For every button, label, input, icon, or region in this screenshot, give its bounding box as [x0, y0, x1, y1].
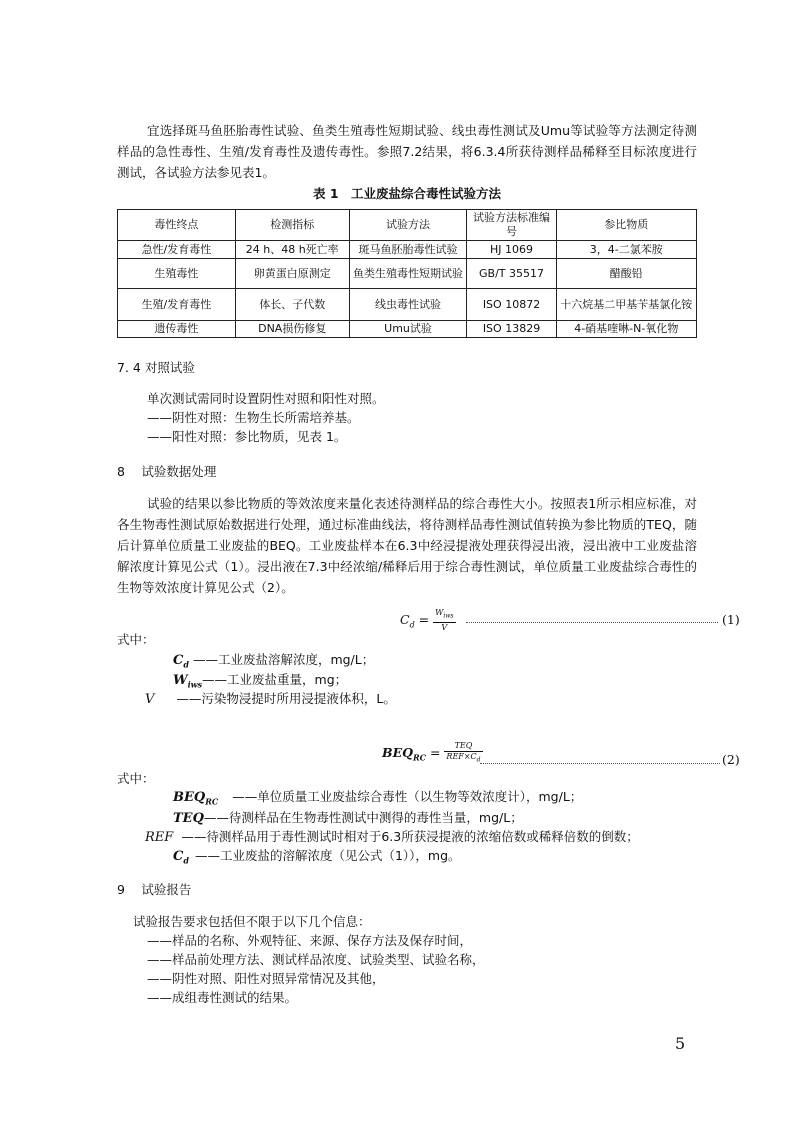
eq2-def-ref: [145, 827, 639, 848]
table-header-row: [118, 210, 697, 241]
eq1-def-v-symbol: V: [145, 692, 155, 707]
negative-control: ——阴性对照：生物生长所需培养基。: [147, 410, 360, 425]
table-cell: 生殖毒性: [118, 259, 236, 289]
section-7-4-heading: 7. 4 对照试验: [117, 360, 195, 375]
toxicity-methods-table: [117, 209, 697, 338]
eq2-def-ref-text: ——待测样品用于毒性测试时相对于6.3所获浸提液的浓缩倍数或稀释倍数的倒数；: [181, 829, 639, 844]
table-cell: ISO 13829: [467, 321, 556, 338]
eq2-equals: =: [426, 744, 445, 760]
table-cell: 遗传毒性: [118, 321, 236, 338]
eq2-def-teq-symbol: TEQ: [173, 811, 204, 826]
report-item: ——样品的名称、外观特征、来源、保存方法及保存时间，: [147, 933, 473, 948]
eq2-denominator-sub: d: [476, 756, 481, 764]
eq1-numerator: W: [435, 608, 444, 617]
report-item: ——阴性对照、阳性对照异常情况及其他，: [147, 971, 385, 986]
table-cell: 鱼类生殖毒性短期试验: [349, 259, 467, 289]
eq1-lhs: C: [400, 611, 410, 627]
table-caption: 表 1 工业废盐综合毒性试验方法: [312, 186, 502, 201]
table-row: [118, 259, 697, 289]
eq2-numerator: TEQ: [444, 741, 482, 752]
eq1-def-cd-symbol: $C_d$: [173, 653, 189, 670]
header-cell: 试验方法: [349, 210, 467, 241]
eq1-fraction: [433, 608, 455, 633]
eq1-equals: =: [414, 611, 434, 627]
eq2-def-teq: [173, 808, 523, 829]
table-row: [118, 321, 697, 338]
table-cell: 急性/发育毒性: [118, 241, 236, 259]
eq1-def-v: [145, 689, 396, 710]
eq2-number: (2): [722, 752, 740, 767]
table-cell: 斑马鱼胚胎毒性试验: [349, 241, 467, 259]
eq1-numerator-sub: iws: [443, 612, 454, 620]
report-item: ——样品前处理方法、测试样品浓度、试验类型、试验名称，: [147, 952, 485, 967]
eq2-lhs: BEQ: [382, 744, 413, 760]
header-cell: 毒性终点: [118, 210, 236, 241]
table-cell: ISO 10872: [467, 289, 556, 321]
table-cell: HJ 1069: [467, 241, 556, 259]
table-cell: 24 h、48 h死亡率: [235, 241, 349, 259]
eq2-def-beq-symbol: $BEQ_{RC}$: [173, 790, 219, 807]
eq2-lhs-sub: RC: [412, 752, 426, 763]
section-9-heading: 9 试验报告: [117, 882, 192, 897]
section-8-paragraph: 试验的结果以参比物质的等效浓度来量化表述待测样品的综合毒性大小。按照表1所示相应标准，对各生物毒性测试原始数据进行处理，通过标准曲线法，将待测样品毒性测试值转换为参比物质的TEQ，随后计算单位质量工业废盐的BEQ。工业废盐样本在6.3中经浸提液处理获得浸出液，浸出液中工业废盐溶解浓度计算见公式（1）。浸出液在7.3中经浓缩/稀释后用于综合毒性测试，单位质量工业废盐综合毒性的生物等效浓度计算见公式（2）。: [117, 496, 697, 595]
eq2-def-cd-text: ——工业废盐的溶解浓度（见公式（1）），mg。: [194, 848, 461, 863]
eq1-denominator: V: [441, 622, 448, 632]
eq2-denominator: REF×C: [446, 752, 477, 761]
table-cell: 3，4-二氯苯胺: [556, 241, 696, 259]
table-cell: 4-硝基喹啉-N-氧化物: [556, 321, 696, 338]
header-cell: 试验方法标准编号: [467, 210, 556, 241]
equation-2: [382, 741, 483, 766]
eq1-where-label: 式中：: [117, 632, 155, 647]
eq1-def-wiws-symbol: $W_{iws}$: [173, 673, 203, 690]
section-8-heading: 8 试验数据处理: [117, 464, 217, 479]
table-cell: GB/T 35517: [467, 259, 556, 289]
positive-control: ——阳性对照：参比物质，见表 1。: [147, 429, 347, 444]
equation-1: [400, 608, 456, 633]
table-row: [118, 241, 697, 259]
table-cell: Umu试验: [349, 321, 467, 338]
eq2-leader-dots: [480, 763, 720, 764]
eq1-def-wiws-text: ——工业废盐重量，mg；: [202, 672, 348, 687]
report-item: ——成组毒性测试的结果。: [147, 990, 298, 1005]
table-cell: 醋酸铅: [556, 259, 696, 289]
eq1-leader-dots: [466, 622, 718, 623]
eq2-def-cd: [173, 846, 461, 871]
eq2-where-label: 式中：: [117, 771, 155, 786]
intro-paragraph: 宜选择斑马鱼胚胎毒性试验、鱼类生殖毒性短期试验、线虫毒性测试及Umu等试验等方法测定待测样品的急性毒性、生殖/发育毒性及遗传毒性。参照7.2结果，将6.3.4所获待测样品稀释至目标浓度进行测试，各试验方法参见表1。: [117, 123, 697, 180]
eq1-def-cd-text: ——工业废盐溶解浓度，mg/L；: [192, 652, 375, 667]
eq2-def-beq-text: ——单位质量工业废盐综合毒性（以生物等效浓度计），mg/L；: [232, 789, 583, 804]
control-intro: 单次测试需同时设置阴性对照和阳性对照。: [147, 391, 385, 406]
table-cell: 线虫毒性试验: [349, 289, 467, 321]
header-cell: 检测指标: [235, 210, 349, 241]
table-cell: 生殖/发育毒性: [118, 289, 236, 321]
eq2-def-cd-symbol: $C_d$: [173, 849, 189, 866]
eq1-number: (1): [722, 612, 740, 627]
page-number: 5: [675, 1034, 686, 1053]
header-cell: 参比物质: [556, 210, 696, 241]
table-cell: 十六烷基二甲基苄基氯化铵: [556, 289, 696, 321]
eq1-def-v-text: ——污染物浸提时所用浸提液体积，L。: [176, 691, 396, 706]
eq1-lhs-sub: d: [409, 620, 415, 630]
eq2-def-ref-symbol: REF: [145, 830, 174, 845]
table-cell: DNA损伤修复: [235, 321, 349, 338]
eq2-def-teq-text: ——待测样品在生物毒性测试中测得的毒性当量，mg/L；: [203, 810, 523, 825]
table-cell: 体长、子代数: [235, 289, 349, 321]
table-cell: 卵黄蛋白原测定: [235, 259, 349, 289]
report-intro: 试验报告要求包括但不限于以下几个信息：: [133, 914, 371, 929]
table-row: [118, 289, 697, 321]
eq2-fraction: [444, 741, 482, 766]
